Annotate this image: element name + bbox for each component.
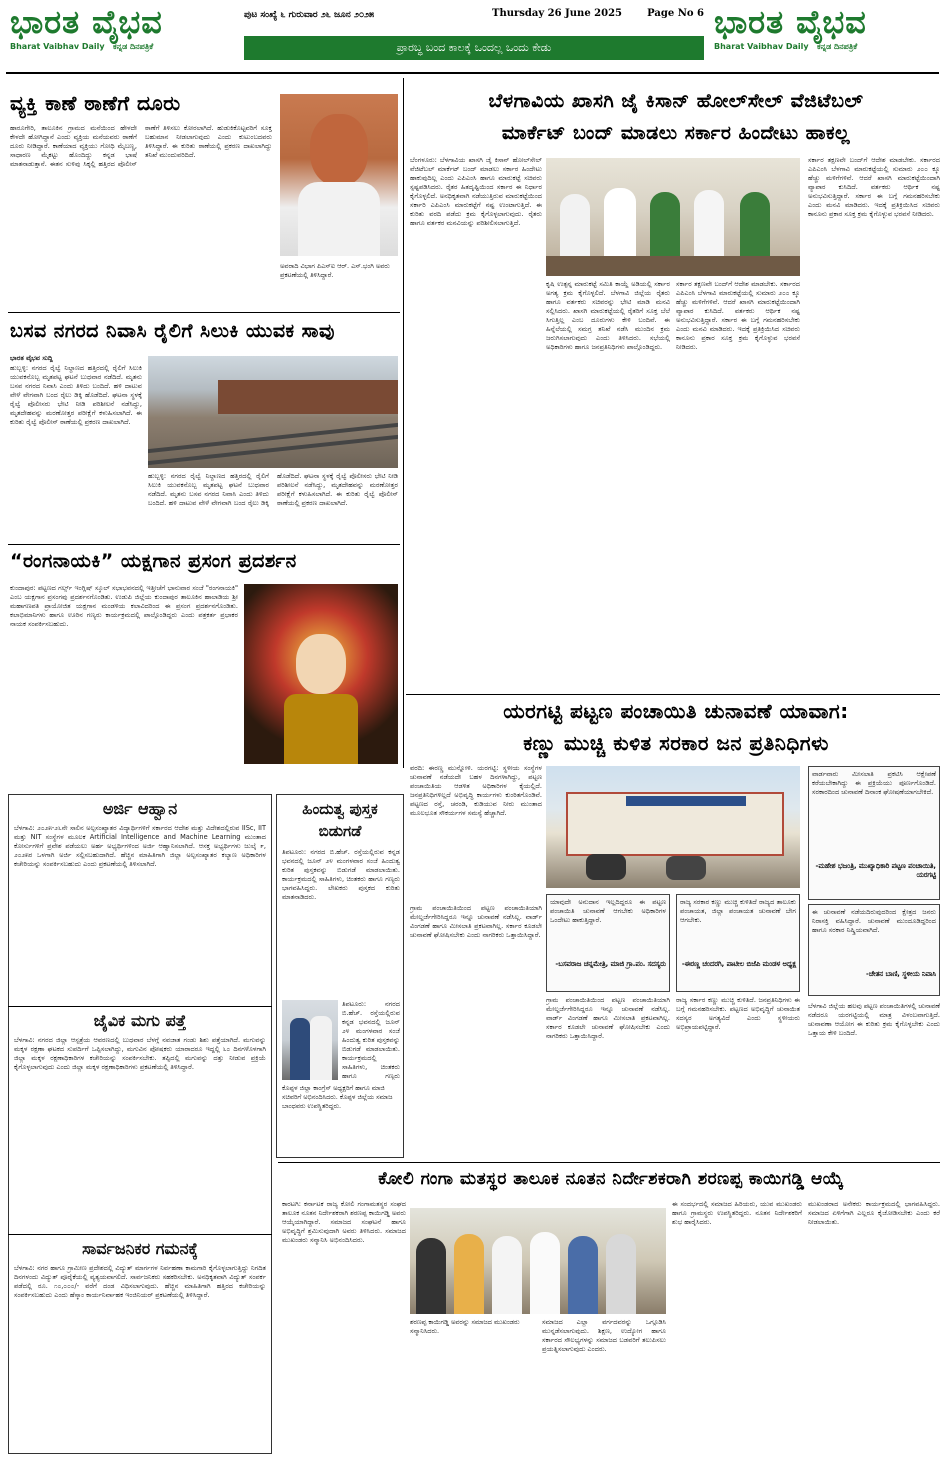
masthead-rule bbox=[6, 72, 939, 74]
issue-info: ಪುಟ ಸಂಖ್ಯೆ ೬ ಗುರುವಾರ ೨೬ ಜೂನ ೨೦೨೫ bbox=[244, 10, 375, 20]
quote1-text: ಯಾವುದೇ ಅನುದಾನ ಇಲ್ಲದಿದ್ದರೂ ಈ ಪಟ್ಟಣ ಪಂಚಾಯಿತಿ ಚುನಾವಣೆ ಆಗಬೇಕು ಅಧಿಕಾರಿಗಳ ಒಂದೇಟು ಹಾಕುತ್ತಿದ್ದಾರೆ. bbox=[550, 898, 666, 924]
quote3-sig: -ಮಹೇಶ ಭಜಂತ್ರಿ, ಮುಖ್ಯಾಧಿಕಾರಿ ಪಟ್ಟಣ ಪಂಚಾಯಿತಿ, ಯರಗಟ್ಟಿ bbox=[815, 862, 936, 879]
public-notice-title: ಸಾರ್ವಜನಿಕರ ಗಮನಕ್ಕೆ bbox=[82, 1239, 198, 1258]
election-quote-2 bbox=[676, 894, 800, 992]
koli-col1: ಕಾರಟಗಿ: ಕರ್ನಾಟಕ ರಾಜ್ಯ ಕೋಲಿ ಗಂಗಾಮತಸ್ಥರ ಸಂಘದ ತಾಲೂಕ ನೂತನ ನಿರ್ದೇಶಕರಾಗಿ ಶರಣಪ್ಪ ಕಾಯಿಗಡ್ಡಿ ಅವರು ಆಯ್ಕೆಯಾಗಿದ್ದಾರೆ. ಸಮಾಜದ ಸಂಘಟನೆ ಹಾಗೂ ಅಭಿವೃದ್ಧಿಗೆ ಶ್ರಮಿಸುವುದಾಗಿ ಅವರು ತಿಳಿಸಿದರು. ಸಮಾಜದ ಮುಖಂಡರು ಸನ್ಮಾನಿಸಿ ಅಭಿನಂದಿಸಿದರು. bbox=[282, 1200, 406, 1244]
railway-body: ಹುಬ್ಬಳ್ಳಿ: ನಗರದ ರೈಲ್ವೆ ನಿಲ್ದಾಣದ ಹತ್ತಿರದಲ್ಲಿ ರೈಲಿಗೆ ಸಿಲುಕಿ ಯುವಕನೊಬ್ಬ ಮೃತಪಟ್ಟ ಘಟನೆ ಬುಧವಾರ ನಡೆದಿದೆ. ಮೃತನು ಬಸವ ನಗರದ ನಿವಾಸಿ ಎಂದು ತಿಳಿದು ಬಂದಿದೆ. ಹಳಿ ದಾಟುವ ವೇಳೆ ವೇಗವಾಗಿ ಬಂದ ರೈಲು ಡಿಕ್ಕಿ ಹೊಡೆದಿದೆ. ಘಟನಾ ಸ್ಥಳಕ್ಕೆ ರೈಲ್ವೆ ಪೊಲೀಸರು ಭೇಟಿ ನೀಡಿ ಪರಿಶೀಲನೆ ನಡೆಸಿದ್ದು, ಮೃತದೇಹವನ್ನು ಮರಣೋತ್ತರ ಪರೀಕ್ಷೆಗೆ ಕಳುಹಿಸಲಾಗಿದೆ. ಈ ಕುರಿತು ರೈಲ್ವೆ ಪೊಲೀಸ್ ಠಾಣೆಯಲ್ಲಿ ಪ್ರಕರಣ ದಾಖಲಾಗಿದೆ. bbox=[10, 364, 142, 426]
market-headline-2: ಮಾರ್ಕೆಟ್ ಬಂದ್ ಮಾಡಲು ಸರ್ಕಾರ ಹಿಂದೇಟು ಹಾಕಲ್ಲ bbox=[501, 122, 851, 144]
market-headline-1: ಬೆಳಗಾವಿಯ ಖಾಸಗಿ ಜೈ ಕಿಸಾನ್ ಹೋಲ್‌ಸೇಲ್ ವೆಜಿಟೆಬಲ್ bbox=[488, 90, 864, 112]
page-number: Page No 6 bbox=[647, 8, 704, 19]
election-quote-4 bbox=[808, 904, 940, 996]
koli-col2: ಸಮಾಜದ ಎಲ್ಲಾ ವರ್ಗದವರನ್ನು ಒಗ್ಗೂಡಿಸಿ ಮುನ್ನಡೆಸಲಾಗುವುದು. ಶಿಕ್ಷಣ, ಉದ್ಯೋಗ ಹಾಗೂ ಸರ್ಕಾರದ ಸೌಲಭ್ಯಗಳನ್ನು ಸಮಾಜದ ಬಡವರಿಗೆ ತಲುಪಿಸಲು ಪ್ರಯತ್ನಿಸಲಾಗುವುದು ಎಂದರು. bbox=[542, 1318, 666, 1353]
election-headline-1: ಯರಗಟ್ಟಿ ಪಟ್ಟಣ ಪಂಚಾಯಿತಿ ಚುನಾವಣೆ ಯಾವಾಗ: bbox=[503, 699, 849, 723]
masthead-title-right: ಭಾರತ ವೈಭವ bbox=[714, 3, 867, 41]
column-divider bbox=[403, 78, 404, 768]
divider-2 bbox=[8, 544, 400, 545]
koli-caption: ಶರಣಪ್ಪ ಕಾಯಿಗಡ್ಡಿ ಅವರನ್ನು ಸಮಾಜದ ಮುಖಂಡರು ಸನ್ಮಾನಿಸಿದರು. bbox=[410, 1318, 520, 1335]
yakshagana-photo bbox=[244, 584, 398, 764]
tagline-banner bbox=[244, 36, 704, 60]
koli-col3: ಈ ಸಂದರ್ಭದಲ್ಲಿ ಸಮಾಜದ ಹಿರಿಯರು, ಯುವ ಮುಖಂಡರು ಹಾಗೂ ಗ್ರಾಮಸ್ಥರು ಉಪಸ್ಥಿತರಿದ್ದರು. ನೂತನ ನಿರ್ದೇಶಕರಿಗೆ ಶುಭ ಹಾರೈಸಿದರು. bbox=[672, 1200, 802, 1226]
book-caption: ಕೊಪ್ಪಳ ಜಿಲ್ಲಾ ಕಾಂಗ್ರೆಸ್ ಅಧ್ಯಕ್ಷರಿಗೆ ಹಾಗೂ ಮಾಜಿ ಸಚಿವರಿಗೆ ಅಭಿನಂದಿಸಿದರು. ಕೊಪ್ಪಳ ಜಿಲ್ಲೆಯ ಸಮಾಜ ಬಾಂಧವರು ಉಪಸ್ಥಿತರಿದ್ದರು. bbox=[282, 1084, 393, 1110]
election-headline-2: ಕಣ್ಣು ಮುಚ್ಚಿ ಕುಳಿತ ಸರಕಾರ ಜನ ಪ್ರತಿನಿಧಿಗಳು bbox=[523, 731, 829, 755]
masthead-english-right: Bharat Vaibhav Daily ಕನ್ನಡ ದಿನಪತ್ರಿಕೆ bbox=[714, 42, 858, 51]
public-notice-body: ಬೆಳಗಾವಿ: ನಗರ ಹಾಗೂ ಗ್ರಾಮೀಣ ಪ್ರದೇಶದಲ್ಲಿ ವಿದ್ಯುತ್ ಮಾರ್ಗಗಳ ನಿರ್ವಹಣಾ ಕಾಮಗಾರಿ ಕೈಗೊಳ್ಳಲಾಗುತ್ತಿದ್ದು ನಿಗದಿತ ದಿನಗಳಂದು ವಿದ್ಯುತ್ ಪೂರೈಕೆಯಲ್ಲಿ ವ್ಯತ್ಯಯವಾಗಲಿದೆ. ಸಾರ್ವಜನಿಕರು ಸಹಕರಿಸಬೇಕು. ಅನಧಿಕೃತವಾಗಿ ವಿದ್ಯುತ್ ಸಂಪರ್ಕ ಪಡೆದಲ್ಲಿ ರೂ. ೧೦,೦೦೦/- ವರೆಗೆ ದಂಡ ವಿಧಿಸಲಾಗುವುದು. ಹೆಚ್ಚಿನ ಮಾಹಿತಿಗಾಗಿ ಹತ್ತಿರದ ಕಚೇರಿಯನ್ನು ಸಂಪರ್ಕಿಸಬಹುದು ಎಂದು ಹೆಸ್ಕಾಂ ಕಾರ್ಯನಿರ್ವಾಹಕ ಇಂಜಿನಿಯರ್ ಪ್ರಕಟಣೆಯಲ್ಲಿ ತಿಳಿಸಿದ್ದಾರೆ. bbox=[14, 1264, 266, 1299]
divider-1 bbox=[8, 312, 400, 313]
election-office-photo bbox=[546, 766, 800, 888]
masthead-left bbox=[10, 2, 235, 70]
applications-body: ಬೆಳಗಾವಿ: ೨೦೨೫-೨೬ನೇ ಸಾಲಿನ ಅಲ್ಪಸಂಖ್ಯಾತರ ವಿದ್ಯಾರ್ಥಿಗಳಿಗೆ ಸರ್ಕಾರದ ಆದೇಶ ಮತ್ತು ವಿದೇಶದಲ್ಲಿರುವ IISc, IIT ಮತ್ತು NIT ಸಂಸ್ಥೆಗಳ ಮೂಲಕ Artificial Intelligence and Machine Learning ಮುಂತಾದ ಕೋರ್ಸುಗಳಿಗೆ ಪ್ರವೇಶ ಪಡೆಯಲು ಅರ್ಹ ಅಭ್ಯರ್ಥಿಗಳಿಂದ ಅರ್ಜಿ ಆಹ್ವಾನಿಸಲಾಗಿದೆ. ಆಸಕ್ತ ಅಭ್ಯರ್ಥಿಗಳು ಜುಲೈ ೯, ೨೦೨೫ರ ಒಳಗಾಗಿ ಅರ್ಜಿ ಸಲ್ಲಿಸಬಹುದಾಗಿದೆ. ಹೆಚ್ಚಿನ ಮಾಹಿತಿಗಾಗಿ ಜಿಲ್ಲಾ ಅಲ್ಪಸಂಖ್ಯಾತರ ಕಲ್ಯಾಣ ಅಧಿಕಾರಿಗಳ ಕಚೇರಿಯನ್ನು ಸಂಪರ್ಕಿಸಬಹುದು ಎಂದು ಪ್ರಕಟಣೆಯಲ್ಲಿ ತಿಳಿಸಲಾಗಿದೆ. bbox=[14, 824, 266, 868]
applications-title: ಅರ್ಜಿ ಆಹ್ವಾನ bbox=[102, 799, 178, 818]
railway-dateline: ಭಾರತ ವೈಭವ ಸುದ್ದಿ bbox=[10, 354, 53, 362]
book-photo bbox=[282, 1000, 338, 1080]
notice-divider-2 bbox=[8, 1234, 272, 1235]
market-col2: ಕೃಷಿ ಉತ್ಪನ್ನ ಮಾರುಕಟ್ಟೆ ಸಮಿತಿ ಕಾಯ್ದೆ ಅಡಿಯಲ್ಲಿ ಸರ್ಕಾರ ಅಗತ್ಯ ಕ್ರಮ ಕೈಗೊಳ್ಳಲಿದೆ. ಬೆಳಗಾವಿ ಜಿಲ್ಲೆಯ ರೈತರು ಹಾಗೂ ವರ್ತಕರು ಸಚಿವರನ್ನು ಭೇಟಿ ಮಾಡಿ ಮನವಿ ಸಲ್ಲಿಸಿದರು. ಖಾಸಗಿ ಮಾರುಕಟ್ಟೆಯಲ್ಲಿ ರೈತರಿಗೆ ಸೂಕ್ತ ಬೆಲೆ ಸಿಗುತ್ತಿಲ್ಲ ಎಂಬ ದೂರುಗಳು ಕೇಳಿ ಬಂದಿವೆ. ಈ ಹಿನ್ನೆಲೆಯಲ್ಲಿ ಸಮಗ್ರ ತನಿಖೆ ನಡೆಸಿ ಮುಂದಿನ ಕ್ರಮ ಜರುಗಿಸಲಾಗುವುದು ಎಂದು ತಿಳಿಸಿದರು. ಸಭೆಯಲ್ಲಿ ಅಧಿಕಾರಿಗಳು ಹಾಗೂ ಜನಪ್ರತಿನಿಧಿಗಳು ಪಾಲ್ಗೊಂಡಿದ್ದರು. bbox=[546, 280, 670, 351]
koli-headline: ಕೋಲಿ ಗಂಗಾ ಮತಸ್ಥರ ತಾಲೂಕ ನೂತನ ನಿರ್ದೇಶಕರಾಗಿ ಶರಣಪ್ಪ ಕಾಯಿಗಡ್ಡಿ ಆಯ್ಕೆ bbox=[378, 1169, 844, 1189]
election-col3: ರಾಜ್ಯ ಸರ್ಕಾರ ಕಣ್ಣು ಮುಚ್ಚಿ ಕುಳಿತಿದೆ. ಜನಪ್ರತಿನಿಧಿಗಳು ಈ ಬಗ್ಗೆ ಗಮನಹರಿಸಬೇಕು. ಪಟ್ಟಣದ ಅಭಿವೃದ್ಧಿಗೆ ಚುನಾಯಿತ ಸದಸ್ಯರ ಅಗತ್ಯವಿದೆ ಎಂದು ಸ್ಥಳೀಯರು ಅಭಿಪ್ರಾಯಪಟ್ಟಿದ್ದಾರೆ. bbox=[676, 996, 800, 1031]
election-quote-3 bbox=[808, 766, 940, 900]
election-col2: ಗ್ರಾಮ ಪಂಚಾಯಿತಿಯಿಂದ ಪಟ್ಟಣ ಪಂಚಾಯಿತಿಯಾಗಿ ಮೇಲ್ದರ್ಜೆಗೇರಿಸಿದ್ದರೂ ಇನ್ನೂ ಚುನಾವಣೆ ನಡೆಸಿಲ್ಲ. ವಾರ್ಡ್ ವಿಂಗಡಣೆ ಹಾಗೂ ಮೀಸಲಾತಿ ಪ್ರಕಟವಾಗಿಲ್ಲ. ಸರ್ಕಾರ ಕೂಡಲೇ ಚುನಾವಣೆ ಘೋಷಿಸಬೇಕು ಎಂದು ನಾಗರಿಕರು ಒತ್ತಾಯಿಸಿದ್ದಾರೆ. bbox=[546, 996, 670, 1040]
koli-group-photo bbox=[410, 1208, 666, 1314]
book-body: ತಿಪಟೂರು: ನಗರದ ಬಿ.ಹೆಚ್. ರಸ್ತೆಯಲ್ಲಿರುವ ಕನ್ನಡ ಭವನದಲ್ಲಿ ಜೂನ್ ೨೪ ಮಂಗಳವಾರ ಸಂಜೆ ಹಿಂದುತ್ವ ಕುರಿತ ಪುಸ್ತಕವನ್ನು ಬಿಡುಗಡೆ ಮಾಡಲಾಯಿತು. ಕಾರ್ಯಕ್ರಮದಲ್ಲಿ ಸಾಹಿತಿಗಳು, ಚಿಂತಕರು ಹಾಗೂ ಗಣ್ಯರು ಭಾಗವಹಿಸಿದ್ದರು. ಲೇಖಕರು ಪುಸ್ತಕದ ಕುರಿತು ಮಾತನಾಡಿದರು. bbox=[282, 848, 400, 901]
market-meeting-photo bbox=[546, 158, 800, 276]
masthead-sub: ಕನ್ನಡ ದಿನಪತ್ರಿಕೆ bbox=[112, 42, 154, 51]
date-text: Thursday 26 June 2025 bbox=[492, 8, 622, 19]
quote3-text: ವಾರ್ಡವಾರು ಮೀಸಲಾತಿ ಪ್ರಕಟಿಸಿ ಆಕ್ಷೇಪಣೆ ಕರೆಯಬೇಕಾಗಿದ್ದು ಈ ಪ್ರಕ್ರಿಯೆಯು ಪೂರ್ಣಗೊಂಡಿದೆ. ಸರಕಾರದಿಂದ ಚುನಾವಣೆ ದಿನಾಂಕ ಘೋಷಣೆಯಾಗಬೇಕಿದೆ. bbox=[812, 770, 936, 796]
railway-photo bbox=[148, 356, 398, 468]
market-col3a: ಸರ್ಕಾರ ತಕ್ಷಣವೇ ಬಂದ್‌ಗೆ ಆದೇಶ ಮಾಡಬೇಕು. ಸರ್ಕಾರದ ಎಪಿಎಂಸಿ ಬೆಳಗಾವಿ ಮಾರುಕಟ್ಟೆಯಲ್ಲಿ ಸುಮಾರು ೨೦೦ ಕ್ಕೂ ಹೆಚ್ಚು ಮಳಿಗೆಗಳಿವೆ. ಆದರೆ ಖಾಸಗಿ ಮಾರುಕಟ್ಟೆಯಿಂದಾಗಿ ವ್ಯಾಪಾರ ಕುಸಿದಿದೆ. ವರ್ತಕರು ಆರ್ಥಿಕ ನಷ್ಟ ಅನುಭವಿಸುತ್ತಿದ್ದಾರೆ. ಸರ್ಕಾರ ಈ ಬಗ್ಗೆ ಗಮನಹರಿಸಬೇಕು ಎಂದು ಮನವಿ ಮಾಡಿದರು. ಇದಕ್ಕೆ ಪ್ರತಿಕ್ರಿಯಿಸಿದ ಸಚಿವರು ಕಾನೂನು ಪ್ರಕಾರ ಸೂಕ್ತ ಕ್ರಮ ಕೈಗೊಳ್ಳುವ ಭರವಸೆ ನೀಡಿದರು. bbox=[676, 280, 800, 351]
book-title-2: ಬಿಡುಗಡೆ bbox=[318, 822, 362, 840]
divider-4 bbox=[278, 1162, 940, 1163]
masthead-title: ಭಾರತ ವೈಭವ bbox=[10, 3, 163, 41]
railway-headline: ಬಸವ ನಗರದ ನಿವಾಸಿ ರೈಲಿಗೆ ಸಿಲುಕಿ ಯುವಕ ಸಾವು bbox=[10, 320, 335, 342]
quote1-sig: -ಬಸವರಾಜ ಚನ್ನಮೇತ್ರಿ, ಮಾಜಿ ಗ್ರಾ.ಪಂ. ಸದಸ್ಯರು bbox=[555, 960, 666, 968]
divider-3 bbox=[406, 694, 940, 695]
quote2-text: ರಾಜ್ಯ ಸರಕಾರ ಕಣ್ಣು ಮುಚ್ಚಿ ಕುಳಿತಿದೆ ರಾಜ್ಯದ ತಾಲೂಕು ಪಂಚಾಯತ, ಜಿಲ್ಲಾ ಪಂಚಾಯತ ಚುನಾವಣೆ ಬೇಗ ಆಗಬೇಕು. bbox=[680, 898, 796, 924]
election-col1: ವರದಿ: ಈರಣ್ಣ ಮುನ್ನೋಳಿ. ಯರಗಟ್ಟಿ: ಸ್ಥಳೀಯ ಸಂಸ್ಥೆಗಳ ಚುನಾವಣೆ ನಡೆಯದೇ ಬಹಳ ದಿನಗಳಾಗಿದ್ದು, ಪಟ್ಟಣ ಪಂಚಾಯಿತಿಯ ಆಡಳಿತ ಅಧಿಕಾರಿಗಳ ಕೈಯಲ್ಲಿದೆ. ಜನಪ್ರತಿನಿಧಿಗಳಿಲ್ಲದೆ ಅಭಿವೃದ್ಧಿ ಕಾರ್ಯಗಳು ಕುಂಠಿತಗೊಂಡಿವೆ. ಪಟ್ಟಣದ ರಸ್ತೆ, ಚರಂಡಿ, ಕುಡಿಯುವ ನೀರು ಮುಂತಾದ ಮೂಲಭೂತ ಸೌಕರ್ಯಗಳ ಸಮಸ್ಯೆ ಹೆಚ್ಚಾಗಿದೆ. bbox=[410, 764, 542, 817]
tagline-text: ಪ್ರಾರಬ್ಧ ಬಂದ ಕಾಲಕ್ಕೆ ಒಂದಲ್ಲ ಒಂದು ಕೇಡು bbox=[396, 41, 552, 54]
book-title-1: ಹಿಂದುತ್ವ ಪುಸ್ತಕ bbox=[302, 800, 378, 818]
market-col4: ಸರ್ಕಾರ ತಕ್ಷಣವೇ ಬಂದ್‌ಗೆ ಆದೇಶ ಮಾಡಬೇಕು. ಸರ್ಕಾರದ ಎಪಿಎಂಸಿ ಬೆಳಗಾವಿ ಮಾರುಕಟ್ಟೆಯಲ್ಲಿ ಸುಮಾರು ೨೦೦ ಕ್ಕೂ ಹೆಚ್ಚು ಮಳಿಗೆಗಳಿವೆ. ಆದರೆ ಖಾಸಗಿ ಮಾರುಕಟ್ಟೆಯಿಂದಾಗಿ ವ್ಯಾಪಾರ ಕುಸಿದಿದೆ. ವರ್ತಕರು ಆರ್ಥಿಕ ನಷ್ಟ ಅನುಭವಿಸುತ್ತಿದ್ದಾರೆ. ಸರ್ಕಾರ ಈ ಬಗ್ಗೆ ಗಮನಹರಿಸಬೇಕು ಎಂದು ಮನವಿ ಮಾಡಿದರು. ಇದಕ್ಕೆ ಪ್ರತಿಕ್ರಿಯಿಸಿದ ಸಚಿವರು ಕಾನೂನು ಪ್ರಕಾರ ಸೂಕ್ತ ಕ್ರಮ ಕೈಗೊಳ್ಳುವ ಭರವಸೆ ನೀಡಿದರು. bbox=[808, 156, 940, 218]
masthead-right bbox=[714, 2, 939, 70]
koli-col4: ಮುಖಂಡರಾದ ಅನೇಕರು ಕಾರ್ಯಕ್ರಮದಲ್ಲಿ ಭಾಗವಹಿಸಿದ್ದರು. ಸಮಾಜದ ಏಳಿಗೆಗಾಗಿ ಎಲ್ಲರೂ ಕೈಜೋಡಿಸಬೇಕು ಎಂದು ಕರೆ ನೀಡಲಾಯಿತು. bbox=[808, 1200, 940, 1226]
organic-body: ಬೆಳಗಾವಿ: ನಗರದ ಜಿಲ್ಲಾ ಆಸ್ಪತ್ರೆಯ ಆವರಣದಲ್ಲಿ ಬುಧವಾರ ಬೆಳಗ್ಗೆ ನವಜಾತ ಗಂಡು ಶಿಶು ಪತ್ತೆಯಾಗಿದೆ. ಮಗುವನ್ನು ಮಕ್ಕಳ ರಕ್ಷಣಾ ಘಟಕದ ಸುಪರ್ದಿಗೆ ಒಪ್ಪಿಸಲಾಗಿದ್ದು, ಮಗುವಿನ ಪೋಷಕರು ಯಾರಾದರೂ ಇದ್ದಲ್ಲಿ ೬೦ ದಿನಗಳೊಳಗಾಗಿ ಜಿಲ್ಲಾ ಮಕ್ಕಳ ರಕ್ಷಣಾಧಿಕಾರಿಗಳ ಕಚೇರಿಯನ್ನು ಸಂಪರ್ಕಿಸಬೇಕು. ತಪ್ಪಿದಲ್ಲಿ ಮಗುವನ್ನು ದತ್ತು ನೀಡುವ ಪ್ರಕ್ರಿಯೆ ಕೈಗೊಳ್ಳಲಾಗುವುದು ಎಂದು ಜಿಲ್ಲಾ ಮಕ್ಕಳ ರಕ್ಷಣಾಧಿಕಾರಿಗಳು ಪ್ರಕಟಣೆಯಲ್ಲಿ ತಿಳಿಸಿದ್ದಾರೆ. bbox=[14, 1036, 266, 1071]
market-col1: ಬೆಂಗಳೂರು: ಬೆಳಗಾವಿಯ ಖಾಸಗಿ ಜೈ ಕಿಸಾನ್ ಹೋಲ್‌ಸೇಲ್ ವೆಜಿಟೆಬಲ್ ಮಾರ್ಕೆಟ್ ಬಂದ್ ಮಾಡಲು ಸರ್ಕಾರ ಹಿಂದೇಟು ಹಾಕುವುದಿಲ್ಲ ಎಂದು ಎಪಿಎಂಸಿ ಹಾಗೂ ಮಾರುಕಟ್ಟೆ ಸಚಿವರು ಸ್ಪಷ್ಟಪಡಿಸಿದರು. ರೈತರ ಹಿತದೃಷ್ಟಿಯಿಂದ ಸರ್ಕಾರ ಈ ನಿರ್ಧಾರ ಕೈಗೊಳ್ಳಲಿದೆ. ಅನಧಿಕೃತವಾಗಿ ನಡೆಯುತ್ತಿರುವ ಮಾರುಕಟ್ಟೆಯಿಂದ ಸರ್ಕಾರಿ ಎಪಿಎಂಸಿ ಮಾರುಕಟ್ಟೆಗೆ ನಷ್ಟ ಉಂಟಾಗುತ್ತಿದೆ. ಈ ಕುರಿತು ವರದಿ ಪಡೆದು ಕ್ರಮ ಕೈಗೊಳ್ಳಲಾಗುವುದು. ರೈತರು ಹಾಗೂ ವರ್ತಕರ ಮನವಿಯನ್ನು ಪರಿಶೀಲಿಸಲಾಗುತ್ತಿದೆ. bbox=[410, 156, 542, 227]
missing-headline: ವ್ಯಕ್ತಿ ಕಾಣೆ ಠಾಣೆಗೆ ದೂರು bbox=[10, 91, 181, 115]
organic-title: ಜೈವಿಕ ಮಗು ಪತ್ತೆ bbox=[93, 1011, 187, 1030]
book-body-cont: ತಿಪಟೂರು: ನಗರದ ಬಿ.ಹೆಚ್. ರಸ್ತೆಯಲ್ಲಿರುವ ಕನ್ನಡ ಭವನದಲ್ಲಿ ಜೂನ್ ೨೪ ಮಂಗಳವಾರ ಸಂಜೆ ಹಿಂದುತ್ವ ಕುರಿತ ಪುಸ್ತಕವನ್ನು ಬಿಡುಗಡೆ ಮಾಡಲಾಯಿತು. ಕಾರ್ಯಕ್ರಮದಲ್ಲಿ ಸಾಹಿತಿಗಳು, ಚಿಂತಕರು ಹಾಗೂ ಗಣ್ಯರು bbox=[342, 1000, 400, 1080]
election-col1b: ಗ್ರಾಮ ಪಂಚಾಯಿತಿಯಿಂದ ಪಟ್ಟಣ ಪಂಚಾಯಿತಿಯಾಗಿ ಮೇಲ್ದರ್ಜೆಗೇರಿಸಿದ್ದರೂ ಇನ್ನೂ ಚುನಾವಣೆ ನಡೆಸಿಲ್ಲ. ವಾರ್ಡ್ ವಿಂಗಡಣೆ ಹಾಗೂ ಮೀಸಲಾತಿ ಪ್ರಕಟವಾಗಿಲ್ಲ. ಸರ್ಕಾರ ಕೂಡಲೇ ಚುನಾವಣೆ ಘೋಷಿಸಬೇಕು ಎಂದು ನಾಗರಿಕರು ಒತ್ತಾಯಿಸಿದ್ದಾರೆ. bbox=[410, 904, 542, 939]
yakshagana-headline: “ರಂಗನಾಯಕಿ” ಯಕ್ಷಗಾನ ಪ್ರಸಂಗ ಪ್ರದರ್ಶನ bbox=[10, 550, 297, 572]
missing-body: ಹಾರೂಗೇರಿ, ತಾಲೂಕಿನ ಗ್ರಾಮದ ಮನೆಯಿಂದ ಹೇಳದೇ ಕೇಳದೇ ಹೋಗಿದ್ದಾನೆ ಎಂದು ವ್ಯಕ್ತಿಯ ಮನೆಯವರು ಠಾಣೆಗೆ ದೂರು ನೀಡಿದ್ದಾರೆ. ಕಾಣೆಯಾದ ವ್ಯಕ್ತಿಯು ಗೋಧಿ ಮೈಬಣ್ಣ, ಸಾಧಾರಣ ಮೈಕಟ್ಟು ಹೊಂದಿದ್ದು ಕನ್ನಡ ಭಾಷೆ ಮಾತನಾಡುತ್ತಾನೆ. ಈತನ ಸುಳಿವು ಸಿಕ್ಕಲ್ಲಿ ಹತ್ತಿರದ ಪೊಲೀಸ್ ಠಾಣೆಗೆ ತಿಳಿಸಲು ಕೋರಲಾಗಿದೆ. ಹುಡುಕಿಕೊಟ್ಟವರಿಗೆ ಸೂಕ್ತ ಬಹುಮಾನ ನೀಡಲಾಗುವುದು ಎಂದು ಕುಟುಂಬದವರು ತಿಳಿಸಿದ್ದಾರೆ. ಈ ಕುರಿತು ಠಾಣೆಯಲ್ಲಿ ಪ್ರಕರಣ ದಾಖಲಾಗಿದ್ದು ತನಿಖೆ ಮುಂದುವರಿದಿದೆ. bbox=[10, 124, 272, 168]
yakshagana-body: ಕುಂದಾಪುರ: ಪಟ್ಟಣದ ಗರ್ಲ್ಸ್ ಇಂಗ್ಲಿಷ್ ಸ್ಕೂಲ್ ಸಭಾಭವನದಲ್ಲಿ ಇತ್ತೀಚೆಗೆ ಭಾನುವಾರ ಸಂಜೆ "ರಂಗನಾಯಕಿ" ಎಂಬ ಯಕ್ಷಗಾನ ಪ್ರಸಂಗವು ಪ್ರದರ್ಶನಗೊಂಡಿತು. ಉಡುಪಿ ಜಿಲ್ಲೆಯ ಕುಂದಾಪುರ ತಾಲೂಕಿನ ಹಾಲಾಡಿಯ ಶ್ರೀ ಮಹಾಗಣಪತಿ ಪ್ರಾಯೋಜಿತ ಯಕ್ಷಗಾನ ಮಂಡಳಿಯ ಕಲಾವಿದರಿಂದ ಈ ಪ್ರಸಂಗ ಪ್ರದರ್ಶನಗೊಂಡಿತು. ಕಲಾಭಿಮಾನಿಗಳು ಹಾಗೂ ಊರಿನ ಗಣ್ಯರು ಕಾರ್ಯಕ್ರಮದಲ್ಲಿ ಪಾಲ್ಗೊಂಡಿದ್ದರು ಎಂದು ಪತ್ರಕರ್ತ ಪ್ರಭಾಕರ ನಾಯಕ ಸಂಪರ್ಕಿಸಬಹುದು. bbox=[10, 584, 238, 628]
missing-person-photo bbox=[280, 94, 398, 256]
quote4-text: ಈ ಚುನಾವಣೆ ನಡೆಯದಿರುವುದರಿಂದ ಕ್ಷೇತ್ರದ ಜನರು ನಿರಾಸಕ್ತಿ ವಹಿಸಿದ್ದಾರೆ. ಚುನಾವಣೆ ಮುಂದೂಡಿದ್ದರಿಂದ ಹಾಗೂ ಸರಕಾರ ನಿಷ್ಕ್ರಿಯವಾಗಿದೆ. bbox=[812, 908, 936, 934]
quote2-sig: -ಈರಣ್ಣ ಚಂದರಗಿ, ಪಾಟೀಲ ಬಿಜೆಪಿ ಮಂಡಳ ಅಧ್ಯಕ್ಷ bbox=[681, 960, 796, 968]
header-strip bbox=[244, 6, 704, 26]
railway-body-cont: ಹುಬ್ಬಳ್ಳಿ: ನಗರದ ರೈಲ್ವೆ ನಿಲ್ದಾಣದ ಹತ್ತಿರದಲ್ಲಿ ರೈಲಿಗೆ ಸಿಲುಕಿ ಯುವಕನೊಬ್ಬ ಮೃತಪಟ್ಟ ಘಟನೆ ಬುಧವಾರ ನಡೆದಿದೆ. ಮೃತನು ಬಸವ ನಗರದ ನಿವಾಸಿ ಎಂದು ತಿಳಿದು ಬಂದಿದೆ. ಹಳಿ ದಾಟುವ ವೇಳೆ ವೇಗವಾಗಿ ಬಂದ ರೈಲು ಡಿಕ್ಕಿ ಹೊಡೆದಿದೆ. ಘಟನಾ ಸ್ಥಳಕ್ಕೆ ರೈಲ್ವೆ ಪೊಲೀಸರು ಭೇಟಿ ನೀಡಿ ಪರಿಶೀಲನೆ ನಡೆಸಿದ್ದು, ಮೃತದೇಹವನ್ನು ಮರಣೋತ್ತರ ಪರೀಕ್ಷೆಗೆ ಕಳುಹಿಸಲಾಗಿದೆ. ಈ ಕುರಿತು ರೈಲ್ವೆ ಪೊಲೀಸ್ ಠಾಣೆಯಲ್ಲಿ ಪ್ರಕರಣ ದಾಖಲಾಗಿದೆ. bbox=[148, 472, 398, 507]
quote4-sig: -ಚೇತನ ಬಾಣಿ, ಸ್ಥಳೀಯ ನಿವಾಸಿ bbox=[866, 970, 936, 978]
missing-caption: ಅವರಾದಿ ವಿಭಾಗ ಪಿಎಸ್ಐ ಆರ್. ಎಸ್.ಭಂಗಿ ಅವರು ಪ್ರಕಟಣೆಯಲ್ಲಿ ತಿಳಿಸಿದ್ದಾರೆ. bbox=[280, 262, 390, 279]
masthead-english: Bharat Vaibhav Daily ಕನ್ನಡ ದಿನಪತ್ರಿಕೆ bbox=[10, 42, 154, 51]
election-col4: ಬೆಳಗಾವಿ ಜಿಲ್ಲೆಯ ಹಲವು ಪಟ್ಟಣ ಪಂಚಾಯಿತಿಗಳಲ್ಲಿ ಚುನಾವಣೆ ನಡೆದರೂ ಯರಗಟ್ಟಿಯಲ್ಲಿ ಮಾತ್ರ ವಿಳಂಬವಾಗುತ್ತಿದೆ. ಚುನಾವಣಾ ಆಯೋಗ ಈ ಕುರಿತು ಕ್ರಮ ಕೈಗೊಳ್ಳಬೇಕು ಎಂದು ಒತ್ತಾಯ ಕೇಳಿ ಬಂದಿದೆ. bbox=[808, 1002, 940, 1037]
election-quote-1 bbox=[546, 894, 670, 992]
notice-divider-1 bbox=[8, 1006, 272, 1007]
